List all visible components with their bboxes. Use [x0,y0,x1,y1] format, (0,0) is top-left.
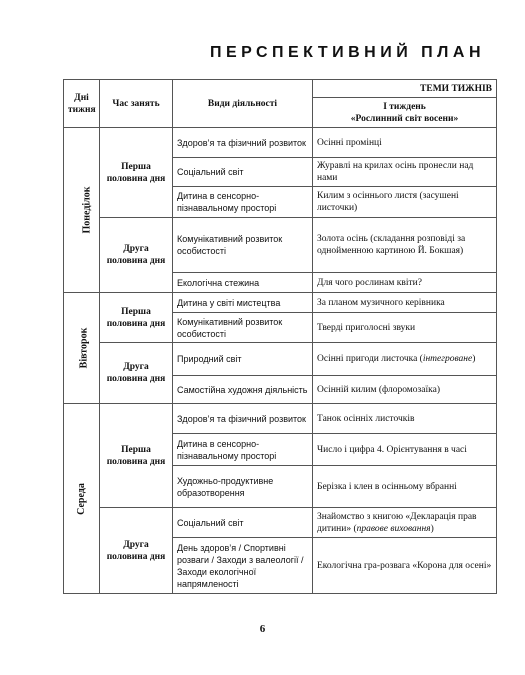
topic-cell: Осінній килим (флоромозаїка) [313,376,497,404]
week-label: І тиждень [383,101,426,112]
activity-cell: Здоров’я та фізичний розвиток [173,404,313,434]
header-activity: Види діяльності [173,80,313,128]
page-title: ПЕРСПЕКТИВНИЙ ПЛАН [210,44,485,61]
header-time: Час занять [100,80,173,128]
topic-cell: Килим з осіннього листя (засушені листочки) [313,187,497,218]
day-name: Середа [75,482,87,515]
plan-table [63,79,497,594]
day-cell-tuesday [64,293,100,404]
half-cell: Перша половина дня [100,128,173,218]
activity-cell: Дитина в сенсорно-пізнавальному просторі [173,187,313,218]
activity-cell: Соціальний світ [173,508,313,538]
activity-cell: Художньо-продуктивне образотворення [173,466,313,508]
day-name: Понеділок [81,186,93,234]
day-cell-wednesday [64,404,100,594]
topic-italic: інтегроване [422,354,473,364]
topic-cell: Число і цифра 4. Орієнтування в часі [313,434,497,466]
activity-cell: Самостійна художня діяльність [173,376,313,404]
topic-cell: Берізка і клен в осінньому вбранні [313,466,497,508]
topic-cell: Золота осінь (складання розповіді за однойменною картиною Й. Бокшая) [313,218,497,273]
topic-cell: Осінні промінці [313,128,497,158]
table-row [64,293,497,313]
topic-text: Осінні пригоди листочка ( [317,354,423,364]
half-cell: Друга половина дня [100,343,173,404]
topic-cell: Екологічна гра-розвага «Корона для осені» [313,538,497,594]
week-theme: «Рослинний світ восени» [350,113,459,124]
half-cell: Друга половина дня [100,508,173,594]
topic-end: ) [430,523,434,534]
topic-end: ) [472,354,476,364]
page-number: 6 [259,623,266,635]
half-cell: Перша половина дня [100,293,173,343]
topic-cell: Для чого рослинам квіти? [313,273,497,293]
header-themes: ТЕМИ ТИЖНІВ [313,80,497,98]
day-cell-monday [64,128,100,293]
half-cell: Друга половина дня [100,218,173,293]
activity-cell: Здоров’я та фізичний розвиток [173,128,313,158]
activity-cell: Дитина в сенсорно-пізнавальному просторі [173,434,313,466]
header-day: Дні тижня [64,80,100,128]
activity-cell: Екологічна стежина [173,273,313,293]
day-name: Вівторок [78,327,90,369]
topic-cell: Журавлі на крилах осінь пронесли над нами [313,158,497,187]
activity-cell: Комунікативний розвиток особистості [173,218,313,273]
activity-cell: Комунікативний розвиток особистості [173,313,313,343]
table-row [64,128,497,158]
topic-cell: Тверді приголосні звуки [313,313,497,343]
table-row [64,218,497,273]
table-row [64,404,497,434]
half-cell: Перша половина дня [100,404,173,508]
topic-cell: Танок осінніх листочків [313,404,497,434]
table-row [64,508,497,538]
topic-cell [313,343,497,376]
table-row [64,343,497,376]
topic-italic: правове виховання [356,523,431,534]
header-week [313,98,497,128]
topic-cell: За планом музичного керівника [313,293,497,313]
topic-cell [313,508,497,538]
activity-cell: Соціальний світ [173,158,313,187]
activity-cell: Природний світ [173,343,313,376]
activity-cell: Дитина у світі мистецтва [173,293,313,313]
activity-cell: День здоров’я / Спортивні розваги / Заходи з валеології / Заходи екологічної напрямленості [173,538,313,594]
topic-text: Знайомство з книгою «Декларація прав дитини» ( [317,511,477,534]
